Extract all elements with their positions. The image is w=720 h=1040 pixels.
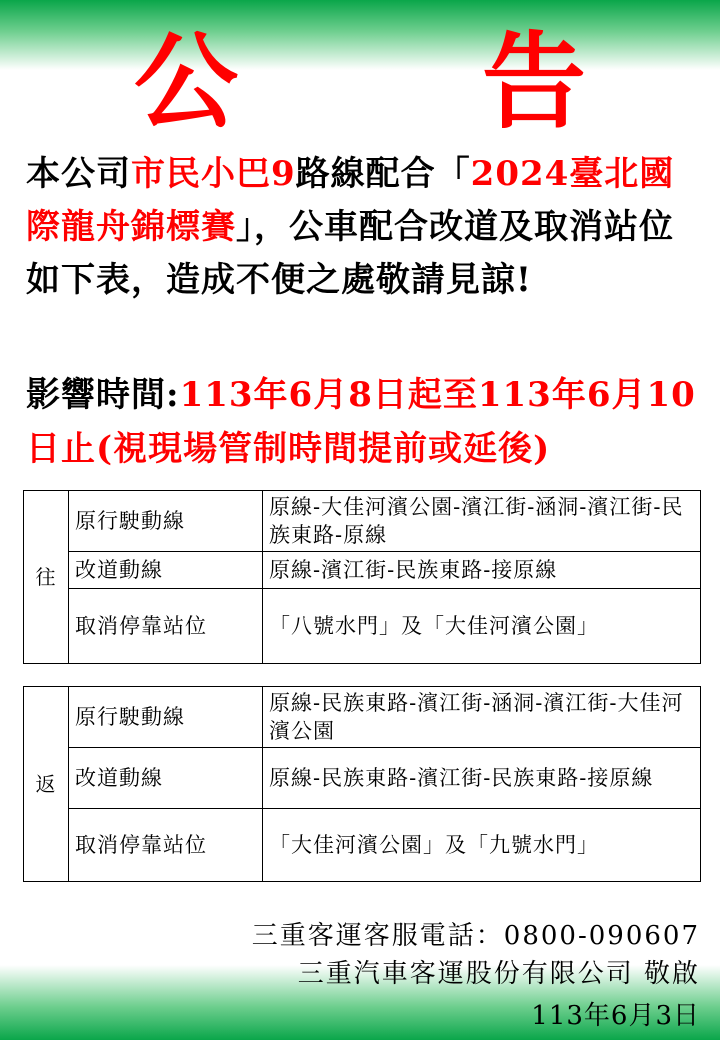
period-label: 影響時間: <box>26 375 180 415</box>
table-row <box>24 491 701 552</box>
row-label: 原行駛動線 <box>69 491 263 552</box>
inbound-table <box>23 686 701 882</box>
row-label: 改道動線 <box>69 552 263 589</box>
notice-body <box>26 148 698 307</box>
event-name: 2024臺北國際龍舟錦標賽 <box>26 154 675 247</box>
table-row <box>24 748 701 809</box>
company-signature: 三重汽車客運股份有限公司 敬啟 <box>297 959 700 989</box>
notice-title: 公 告 <box>133 20 656 143</box>
row-label: 取消停靠站位 <box>69 589 263 664</box>
notice-date: 113年6月3日 <box>531 1001 700 1031</box>
table-row <box>24 809 701 882</box>
table-row <box>24 687 701 748</box>
direction-cell: 往 <box>24 491 69 664</box>
notice-text: 本公司 <box>26 154 131 194</box>
period-value: 113年6月8日起至113年6月10日止(視現場管制時間提前或延後) <box>26 375 696 469</box>
row-value: 原線-民族東路-濱江街-涵洞-濱江街-大佳河濱公園 <box>263 687 701 748</box>
table-row <box>24 589 701 664</box>
table-row <box>24 552 701 589</box>
row-label: 取消停靠站位 <box>69 809 263 882</box>
notice-text: 路線配合「 <box>295 154 471 194</box>
row-value: 原線-大佳河濱公園-濱江街-涵洞-濱江街-民族東路-原線 <box>263 491 701 552</box>
route-name: 市民小巴9 <box>131 154 296 194</box>
row-value: 「八號水門」及「大佳河濱公園」 <box>263 589 701 664</box>
service-phone: 三重客運客服電話：0800-090607 <box>251 921 700 951</box>
row-value: 原線-濱江街-民族東路-接原線 <box>263 552 701 589</box>
outbound-table <box>23 490 701 664</box>
affected-period <box>26 368 698 476</box>
row-value: 原線-民族東路-濱江街-民族東路-接原線 <box>263 748 701 809</box>
direction-cell: 返 <box>24 687 69 882</box>
notice-text: 」，公車配合改道及取消站位如下表，造成不便之處敬請見諒! <box>26 207 674 300</box>
row-label: 原行駛動線 <box>69 687 263 748</box>
row-label: 改道動線 <box>69 748 263 809</box>
row-value: 「大佳河濱公園」及「九號水門」 <box>263 809 701 882</box>
